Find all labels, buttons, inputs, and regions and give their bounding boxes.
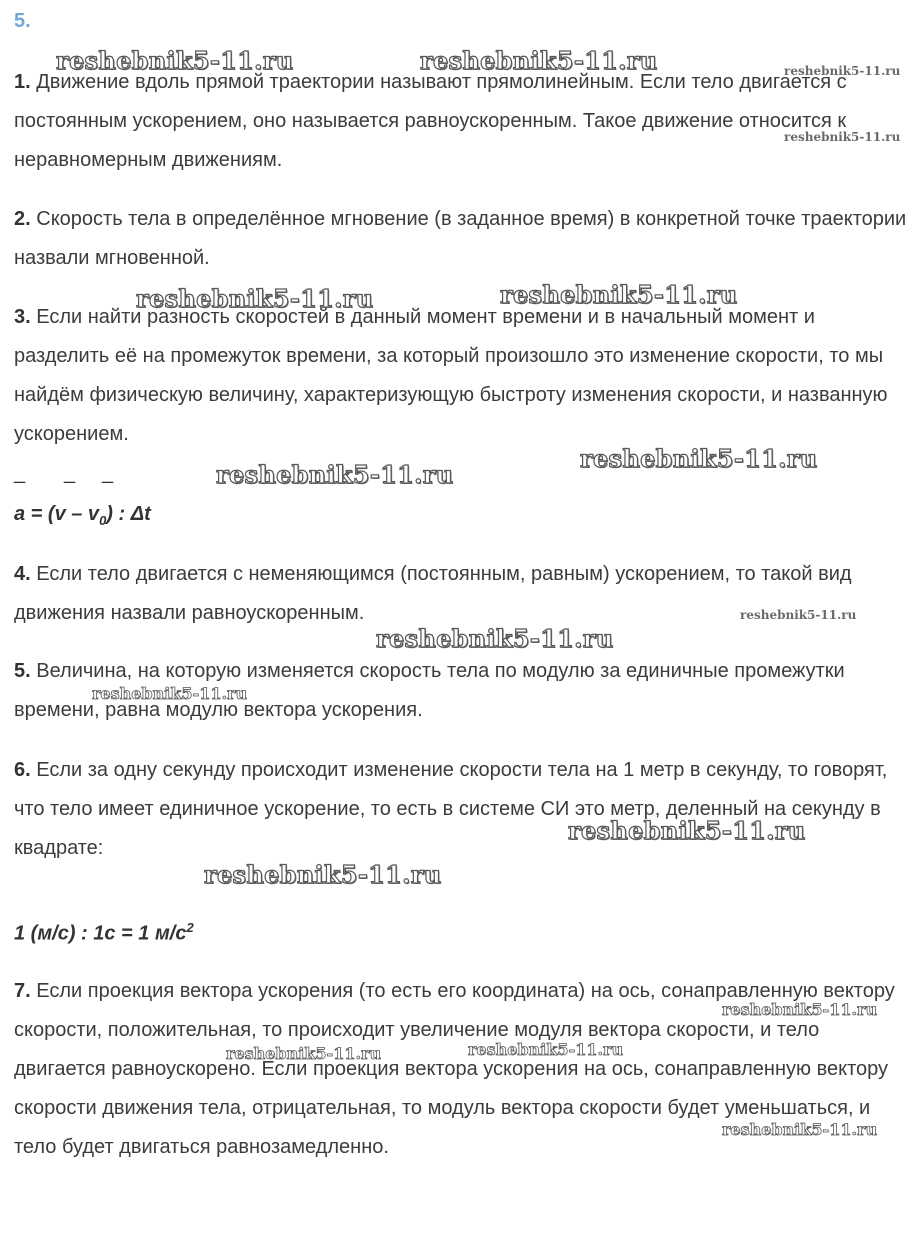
paragraph-2 (14, 200, 910, 278)
paragraph-3 (14, 298, 910, 454)
watermark: reshebnik5-11.ru (740, 608, 857, 622)
paragraph-number: 1. (14, 71, 31, 93)
paragraph-4 (14, 555, 910, 633)
formula-superscript: 2 (186, 920, 194, 935)
watermark: reshebnik5-11.ru (56, 46, 294, 75)
watermark: reshebnik5-11.ru (500, 280, 738, 309)
formula-subscript: 0 (99, 513, 107, 528)
unit-formula (14, 920, 194, 946)
vector-bar: _ (64, 462, 76, 484)
paragraph-text: Движение вдоль прямой траектории называют прямолинейным. Если тело двигается с постоянным ускорением, оно называется равноускоренным. Такое движение относится к неравномерным движениям. (14, 71, 847, 171)
watermark: reshebnik5-11.ru (226, 1044, 382, 1063)
vector-bar: _ (14, 462, 26, 484)
watermark: reshebnik5-11.ru (420, 46, 658, 75)
paragraph-number: 3. (14, 306, 31, 328)
watermark: reshebnik5-11.ru (722, 1120, 878, 1139)
watermark: reshebnik5-11.ru (216, 460, 454, 489)
paragraph-text: Если за одну секунду происходит изменение скорости тела на 1 метр в секунду, то говорят, что тело имеет единичное ускорение, то есть в системе СИ это метр, деленный на секунду в квадрате: (14, 759, 888, 859)
watermark: reshebnik5-11.ru (468, 1040, 624, 1059)
paragraph-text: Если тело двигается с неменяющимся (постоянным, равным) ускорением, то такой вид движения назвали равноускоренным. (14, 563, 852, 624)
paragraph-number: 6. (14, 759, 31, 781)
watermark: reshebnik5-11.ru (580, 444, 818, 473)
watermark: reshebnik5-11.ru (204, 860, 442, 889)
paragraph-text: Если найти разность скоростей в данный момент времени и в начальный момент и разделить её на промежуток времени, за который произошло это изменение скорости, то мы найдём физическую величину, характеризующую быстроту изменения скорости, и названную ускорением. (14, 306, 888, 445)
paragraph-text: Величина, на которую изменяется скорость тела по модулю за единичные промежутки времени, равна модулю вектора ускорения. (14, 660, 845, 721)
formula-rhs: ) : Δt (106, 503, 151, 525)
vector-bar: _ (102, 462, 114, 484)
paragraph-text: Если проекция вектора ускорения (то есть его координата) на ось, сонаправленную вектору скорости, положительная, то происходит увеличение модуля вектора скорости, и тело двигается равноускорено. Если проекция вектора ускорения на ось, сонаправленную вектору скорости движения тела, отрицательная, то модуль вектора скорости будет уменьшаться, и тело будет двигаться равнозамедленно. (14, 980, 895, 1158)
paragraph-number: 5. (14, 660, 31, 682)
task-number: 5. (14, 10, 31, 32)
acceleration-formula (14, 503, 151, 528)
paragraph-6 (14, 751, 910, 868)
paragraph-number: 4. (14, 563, 31, 585)
watermark: reshebnik5-11.ru (376, 624, 614, 653)
paragraph-7 (14, 972, 910, 1167)
paragraph-number: 2. (14, 208, 31, 230)
watermark: reshebnik5-11.ru (92, 684, 248, 703)
watermark: reshebnik5-11.ru (784, 130, 901, 144)
paragraph-text: Скорость тела в определённое мгновение (в заданное время) в конкретной точке траектории назвали мгновенной. (14, 208, 907, 269)
formula-main: 1 (м/с) : 1с = 1 м/с (14, 922, 187, 945)
watermark: reshebnik5-11.ru (568, 816, 806, 845)
watermark: reshebnik5-11.ru (136, 284, 374, 313)
paragraph-number: 7. (14, 980, 31, 1002)
watermark: reshebnik5-11.ru (784, 64, 901, 78)
watermark: reshebnik5-11.ru (722, 1000, 878, 1019)
paragraph-1 (14, 63, 910, 180)
formula-lhs: a = (v – v (14, 503, 100, 525)
paragraph-5 (14, 652, 910, 730)
